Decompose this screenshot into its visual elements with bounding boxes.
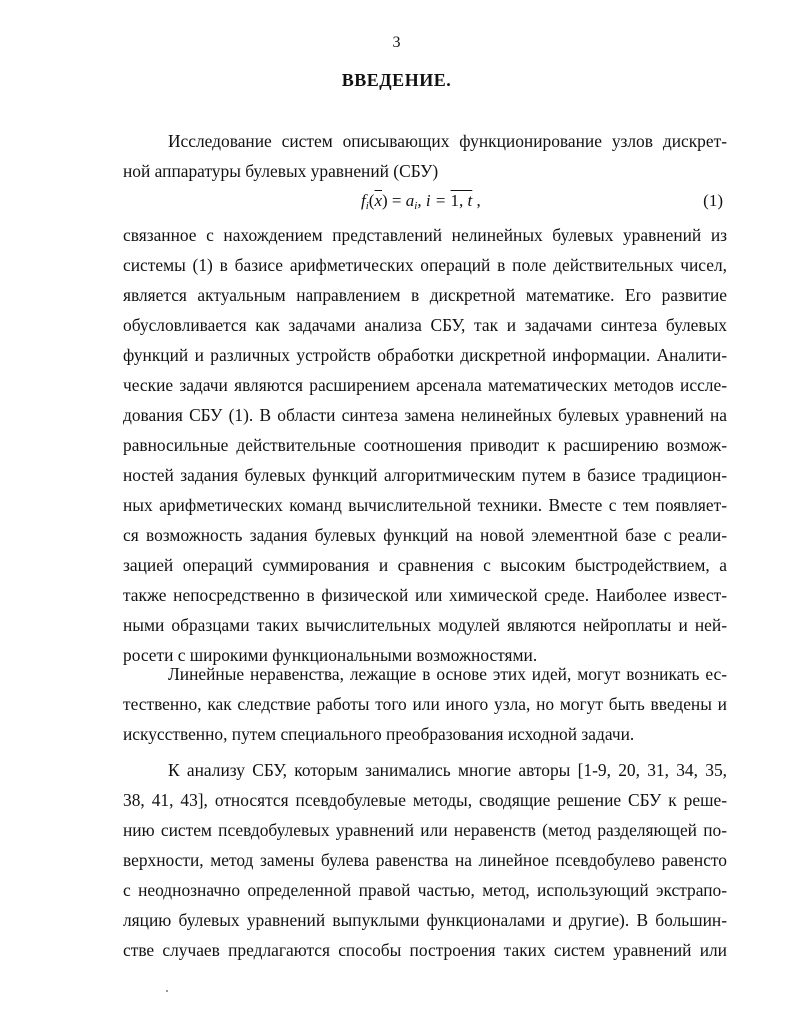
text-line: росети с широкими функциональными возможностями. xyxy=(123,645,538,665)
formula-number: (1) xyxy=(703,191,723,210)
scan-speck xyxy=(166,990,168,992)
text-line: является актуальным направлением в дискретной математике. Его развитие xyxy=(123,285,727,305)
text-line: обусловливается как задачами анализа СБУ, так и задачами синтеза булевых xyxy=(123,315,727,335)
text-line: верхности, метод замены булева равенства на линейное псевдобулево равенсто xyxy=(123,850,727,870)
text-line: ческие задачи являются расширением арсенала математических методов иссле- xyxy=(123,375,727,395)
text-line: ностей задания булевых функций алгоритмическим путем в базисе традицион- xyxy=(123,465,727,485)
text-line: Линейные неравенства, лежащие в основе этих идей, могут возникать ес- xyxy=(168,664,727,684)
text-line: ными образцами таких вычислительных модулей являются нейроплаты и ней- xyxy=(123,615,727,635)
text-line: с неоднозначно определенной правой частью, метод, использующий экстрапо- xyxy=(123,880,727,900)
text-line: ных арифметических команд вычислительной техники. Вместе с тем появляет- xyxy=(123,495,727,515)
intro-paragraph xyxy=(123,126,727,186)
text-line: 38, 41, 43], относятся псевдобулевые методы, сводящие решение СБУ к реше- xyxy=(123,790,727,810)
text-line: нию систем псевдобулевых уравнений или неравенств (метод разделяющей по- xyxy=(123,820,727,840)
text-line: ляцию булевых уравнений выпуклыми функционалами и другие). В большин- xyxy=(123,910,727,930)
text-line: дования СБУ (1). В области синтеза замена нелинейных булевых уравнений на xyxy=(123,405,727,425)
text-line: искусственно, путем специального преобразования исходной задачи. xyxy=(123,724,635,744)
paragraph-1 xyxy=(123,220,727,670)
paragraph-2 xyxy=(123,659,727,749)
text-line: системы (1) в базисе арифметических операций в поле действительных чисел, xyxy=(123,255,727,275)
text-line: К анализу СБУ, которым занимались многие авторы [1-9, 20, 31, 34, 35, xyxy=(168,760,727,780)
section-title: ВВЕДЕНИЕ. xyxy=(341,70,452,90)
text-line: Исследование систем описывающих функционирование узлов дискрет- xyxy=(168,131,727,151)
text-line: также непосредственно в физической или химической среде. Наиболее извест- xyxy=(123,585,727,605)
page-number: 3 xyxy=(392,34,401,51)
formula: $f_i(\overline{x}) = a_i$, i = 1, $\overline{t}$ , xyxy=(361,191,481,212)
text-line: связанное с нахождением представлений нелинейных булевых уравнений из xyxy=(123,225,727,245)
text-line: равносильные действительные соотношения приводит к расширению возмож- xyxy=(123,435,727,455)
text-line: функций и различных устройств обработки дискретной информации. Аналити- xyxy=(123,345,727,365)
formula-row xyxy=(123,186,727,216)
paragraph-3 xyxy=(123,755,727,965)
text-line: ной аппаратуры булевых уравнений (СБУ) xyxy=(123,161,439,181)
text-line: тественно, как следствие работы того или иного узла, но могут быть введены и xyxy=(123,694,727,714)
text-line: зацией операций суммирования и сравнения с высоким быстродействием, а xyxy=(123,555,727,575)
text-line: стве случаев предлагаются способы построения таких систем уравнений или xyxy=(123,940,727,960)
text-line: ся возможность задания булевых функций на новой элементной базе с реали- xyxy=(123,525,727,545)
